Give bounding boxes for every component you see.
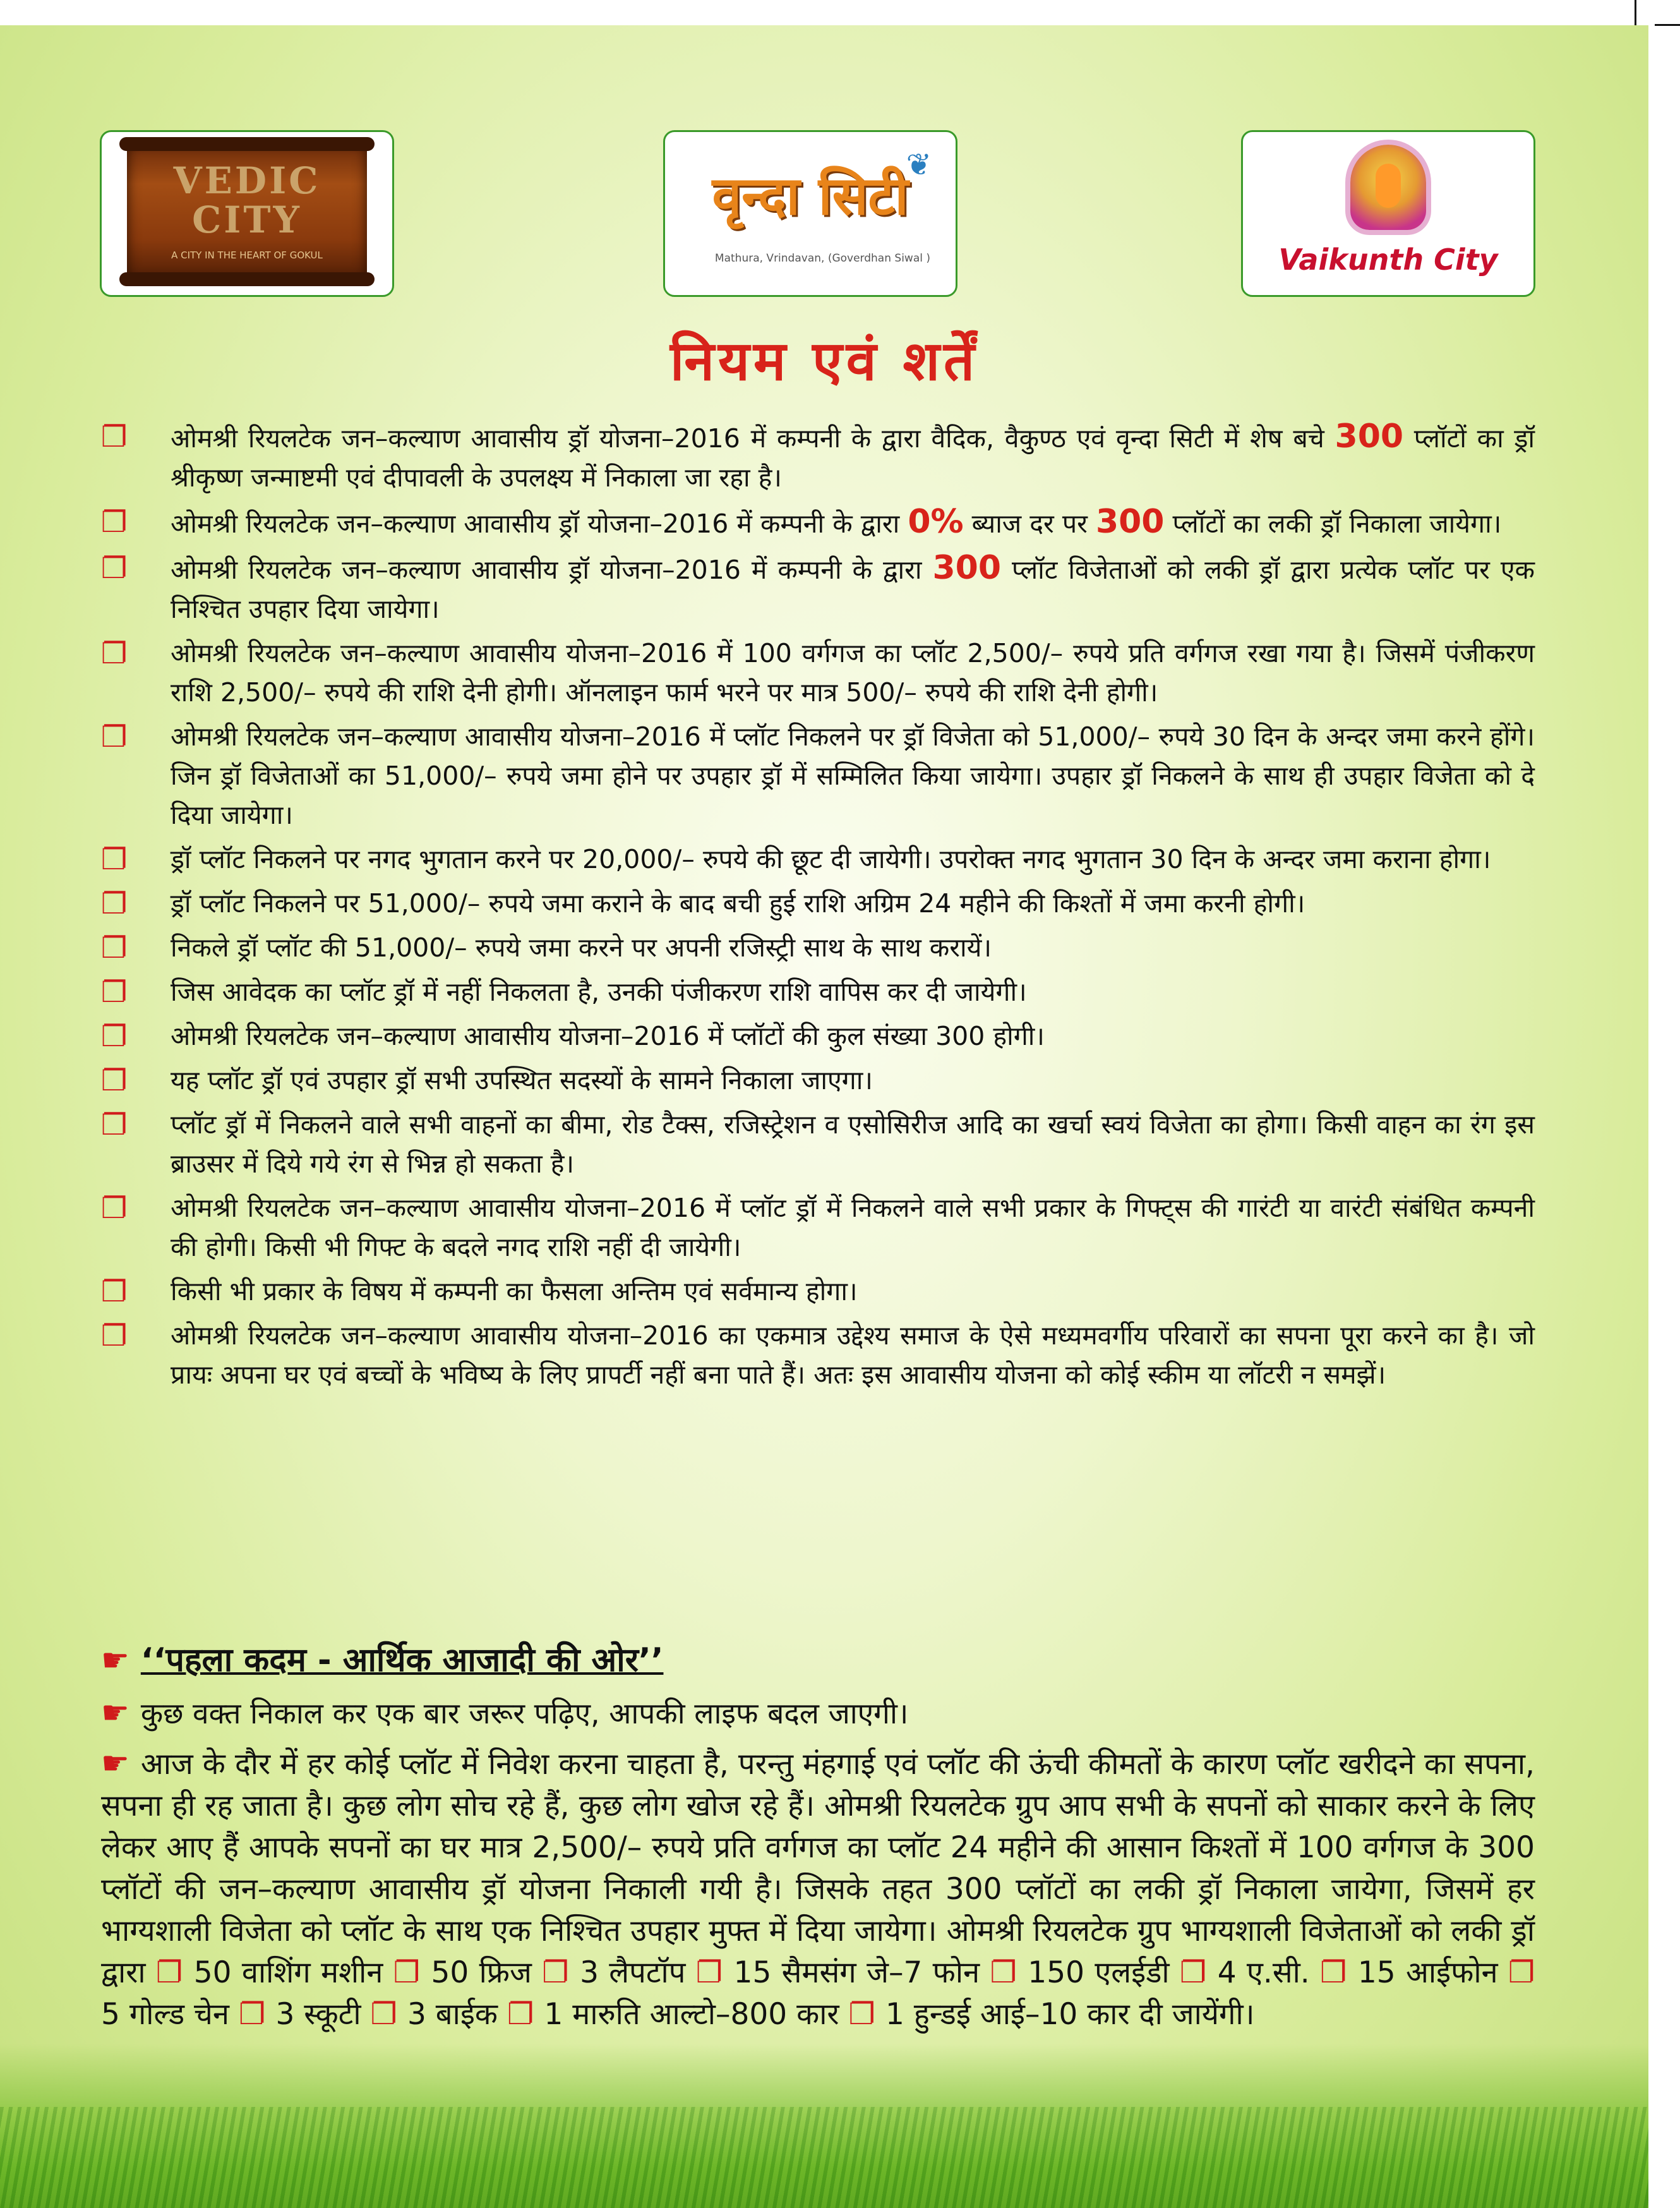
rule-text: ओमश्री रियलटेक जन–कल्याण आवासीय ड्रॉ योजना–2016 में कम्पनी के द्वारा (171, 509, 908, 539)
red-square-bullet-icon: ❐ (101, 720, 128, 754)
red-square-bullet-icon: ❐ (1508, 1955, 1535, 1990)
vrinda-city-logo (663, 130, 957, 297)
red-square-bullet-icon: ❐ (507, 1997, 544, 2032)
red-square-bullet-icon: ❐ (1179, 1955, 1218, 1990)
rule-text: जिस आवेदक का प्लॉट ड्रॉ में नहीं निकलता है, उनकी पंजीकरण राशि वापिस कर दी जायेगी। (171, 977, 1027, 1007)
rule-item (101, 548, 1535, 629)
pointing-hand-icon: ☛ (101, 1694, 129, 1731)
red-square-bullet-icon: ❐ (101, 636, 128, 670)
prize-item: 3 बाईक (407, 1997, 507, 2032)
rule-item (101, 928, 1535, 967)
rule-text: ड्रॉ प्लॉट निकलने पर नगद भुगतान करने पर 20,000/– रुपये की छूट दी जायेगी। उपरोक्त नगद भुगतान 30 दिन के अन्दर जमा कराना होगा। (171, 844, 1491, 874)
rule-item (101, 972, 1535, 1011)
rule-text: ओमश्री रियलटेक जन–कल्याण आवासीय योजना–2016 में प्लॉट निकलने पर ड्रॉ विजेता को 51,000/– रुपये 30 दिन के अन्दर जमा करने होंगे। जिन ड्रॉ विजेताओं का 51,000/– रुपये जमा होने पर उपहार ड्रॉ में सम्मिलित किया जायेगा। उपहार ड्रॉ निकलने के साथ ही उपहार विजेता को दे दिया जायेगा। (171, 721, 1535, 830)
rule-text: प्लॉटों का लकी ड्रॉ निकाला जायेगा। (1164, 509, 1502, 539)
rules-list (101, 417, 1535, 1399)
rule-item (101, 417, 1535, 497)
rule-item (101, 1272, 1535, 1311)
rule-item (101, 1017, 1535, 1056)
rule-text: ओमश्री रियलटेक जन–कल्याण आवासीय योजना–2016 में 100 वर्गगज का प्लॉट 2,500/– रुपये प्रति वर्गगज रखा गया है। जिसमें पंजीकरण राशि 2,500/– रुपये की राशि देनी होगी। ऑनलाइन फार्म भरने पर मात्र 500/– रुपये की राशि देनी होगी। (171, 638, 1535, 708)
vrinda-city-name: वृन्दा सिटी (712, 165, 909, 227)
prize-item: 4 ए.सी. (1217, 1955, 1321, 1990)
rule-item (101, 884, 1535, 923)
rule-text: ओमश्री रियलटेक जन–कल्याण आवासीय योजना–2016 में प्लॉटों की कुल संख्या 300 होगी। (171, 1021, 1045, 1051)
rule-text: ओमश्री रियलटेक जन–कल्याण आवासीय योजना–2016 में प्लॉट ड्रॉ में निकलने वाले सभी प्रकार के गिफ्ट्स की गारंटी या वारंटी संबंधित कम्पनी की होगी। किसी भी गिफ्ट के बदले नगद राशि नहीं दी जायेगी। (171, 1193, 1535, 1262)
red-square-bullet-icon: ❐ (1320, 1955, 1358, 1990)
scroll-emblem (127, 142, 367, 281)
red-square-bullet-icon: ❐ (542, 1955, 580, 1990)
paragraph-end: दी जायेंगी। (1139, 1997, 1255, 2032)
vedic-city-name: VEDIC CITY (173, 159, 321, 241)
rule-text: ओमश्री रियलटेक जन–कल्याण आवासीय योजना–2016 का एकमात्र उद्देश्य समाज के ऐसे मध्यमवर्गीय परिवारों का सपना पूरा करने का है। जो प्रायः अपना घर एवं बच्चों के भविष्य के लिए प्रापर्टी नहीं बना पाते हैं। अतः इस आवासीय योजना को कोई स्कीम या लॉटरी न समझें। (171, 1320, 1535, 1390)
rule-item (101, 717, 1535, 835)
rule-text: किसी भी प्रकार के विषय में कम्पनी का फैसला अन्तिम एवं सर्वमान्य होगा। (171, 1276, 858, 1306)
prize-item: 50 वाशिंग मशीन (193, 1955, 393, 1990)
rule-highlight: 300 (932, 549, 1002, 587)
first-step-section (101, 1636, 1535, 2036)
vaikunth-city-logo (1241, 130, 1535, 297)
prize-item: 1 हुन्डई आई–10 कार (885, 1997, 1139, 2032)
red-square-bullet-icon: ❐ (101, 842, 128, 876)
rule-item (101, 1105, 1535, 1183)
red-square-bullet-icon: ❐ (101, 1274, 128, 1308)
vedic-city-logo (100, 130, 394, 297)
rule-text: प्लॉट विजेताओं को लकी ड्रॉ द्वारा प्रत्येक प्लॉट पर एक निश्चित उपहार दिया जायेगा। (171, 555, 1535, 624)
red-square-bullet-icon: ❐ (101, 1191, 128, 1225)
prize-item: 15 आईफोन (1357, 1955, 1508, 1990)
rule-item (101, 840, 1535, 879)
rule-text: यह प्लॉट ड्रॉ एवं उपहार ड्रॉ सभी उपस्थित सदस्यों के सामने निकाला जाएगा। (171, 1065, 873, 1095)
prize-item: 15 सैमसंग जे–7 फोन (733, 1955, 990, 1990)
vaikunth-city-name: Vaikunth City (1278, 243, 1498, 277)
red-square-bullet-icon: ❐ (101, 886, 128, 920)
red-square-bullet-icon: ❐ (155, 1955, 194, 1990)
red-square-bullet-icon: ❐ (238, 1997, 276, 2032)
pointing-hand-icon: ☛ (101, 1745, 129, 1782)
prize-item: 50 फ्रिज (431, 1955, 543, 1990)
rule-text: प्लॉटों का ड्रॉ श्रीकृष्ण जन्माष्टमी एवं दीपावली के उपलक्ष्य में निकाला जा रहा है। (171, 423, 1535, 493)
section-heading: ☛ ‘‘पहला कदम - आर्थिक आजादी की ओर’’ (101, 1641, 664, 1679)
deity-emblem-icon (1350, 145, 1426, 230)
red-square-bullet-icon: ❐ (695, 1955, 734, 1990)
pointing-hand-icon: ☛ (101, 1642, 129, 1679)
rule-text: निकले ड्रॉ प्लॉट की 51,000/– रुपये जमा करने पर अपनी रजिस्ट्री साथ के साथ करायें। (171, 932, 992, 963)
rule-text: ओमश्री रियलटेक जन–कल्याण आवासीय ड्रॉ योजना–2016 में कम्पनी के द्वारा वैदिक, वैकुण्ठ एवं वृन्दा सिटी में शेष बचे (171, 423, 1335, 454)
red-square-bullet-icon: ❐ (101, 1318, 128, 1353)
rule-highlight: 300 (1095, 503, 1165, 541)
red-square-bullet-icon: ❐ (990, 1955, 1028, 1990)
prize-item: 1 मारुति आल्टो–800 कार (544, 1997, 849, 2032)
red-square-bullet-icon: ❐ (393, 1955, 431, 1990)
red-square-bullet-icon: ❐ (101, 1019, 128, 1053)
page-title: नियम एवं शर्तें (669, 330, 979, 393)
prize-item: 150 एलईडी (1028, 1955, 1180, 1990)
rule-item (101, 1316, 1535, 1394)
rule-item (101, 502, 1535, 543)
rule-text: ब्याज दर पर (963, 509, 1096, 539)
prize-item: 5 गोल्ड चेन (101, 1997, 239, 2032)
rule-text: प्लॉट ड्रॉ में निकलने वाले सभी वाहनों का बीमा, रोड टैक्स, रजिस्ट्रेशन व एसोसिरीज आदि का खर्चा स्वयं विजेता का होगा। किसी वाहन का रंग इस ब्राउसर में दिये गये रंग से भिन्न हो सकता है। (171, 1109, 1535, 1179)
red-square-bullet-icon: ❐ (101, 419, 128, 454)
red-square-bullet-icon: ❐ (101, 551, 128, 585)
rule-text: ड्रॉ प्लॉट निकलने पर 51,000/– रुपये जमा कराने के बाद बची हुई राशि अग्रिम 24 महीने की किश्तों में जमा करनी होगी। (171, 888, 1305, 919)
red-square-bullet-icon: ❐ (101, 1107, 128, 1142)
prize-item: 3 स्कूटी (275, 1997, 371, 2032)
peacock-feather-icon: ❦ (906, 147, 932, 183)
red-square-bullet-icon: ❐ (101, 931, 128, 965)
rule-item (101, 634, 1535, 712)
vedic-city-tagline: A CITY IN THE HEART OF GOKUL (171, 250, 323, 261)
red-square-bullet-icon: ❐ (848, 1997, 886, 2032)
crop-mark (1635, 0, 1636, 25)
rule-highlight: 0% (908, 503, 964, 541)
red-square-bullet-icon: ❐ (370, 1997, 407, 2032)
prize-item: 3 लैपटॉप (580, 1955, 696, 1990)
vrinda-city-tagline: Mathura, Vrindavan, (Goverdhan Siwal ) (714, 252, 930, 265)
grass-blades (0, 2107, 1648, 2208)
crop-mark (1655, 24, 1680, 26)
red-square-bullet-icon: ❐ (101, 1063, 128, 1097)
rule-item (101, 1188, 1535, 1267)
section-paragraph (101, 1742, 1535, 2036)
rule-highlight: 300 (1335, 418, 1404, 455)
rule-item (101, 1061, 1535, 1100)
rule-text: ओमश्री रियलटेक जन–कल्याण आवासीय ड्रॉ योजना–2016 में कम्पनी के द्वारा (171, 555, 933, 585)
paragraph-intro: आज के दौर में हर कोई प्लॉट में निवेश करना चाहता है, परन्तु मंहगाई एवं प्लॉट की ऊंची कीमतों के कारण प्लॉट खरीदने का सपना, सपना ही रह जाता है। कुछ लोग सोच रहे हैं, कुछ लोग खोज रहे हैं। ओमश्री रियलटेक ग्रुप आप सभी के सपनों को साकार करने के लिए लेकर आए हैं आपके सपनों का घर मात्र 2,500/– रुपये प्रति वर्गगज का प्लॉट 24 महीने की आसान किश्तों में 100 वर्गगज के 300 प्लॉटों की जन–कल्याण आवासीय ड्रॉ योजना निकाली गयी है। जिसके तहत 300 प्लॉटों का लकी ड्रॉ निकाला जायेगा, जिसमें हर भाग्यशाली विजेता को प्लॉट के साथ एक निश्चित उपहार मुफ्त में दिया जायेगा। ओमश्री रियलटेक ग्रुप भाग्यशाली विजेताओं को लकी ड्रॉ द्वारा (101, 1747, 1535, 1990)
flyer-page (0, 25, 1648, 2208)
section-line: ☛ कुछ वक्त निकाल कर एक बार जरूर पढ़िए, आपकी लाइफ बदल जाएगी। (101, 1694, 909, 1731)
red-square-bullet-icon: ❐ (101, 505, 128, 539)
red-square-bullet-icon: ❐ (101, 975, 128, 1009)
